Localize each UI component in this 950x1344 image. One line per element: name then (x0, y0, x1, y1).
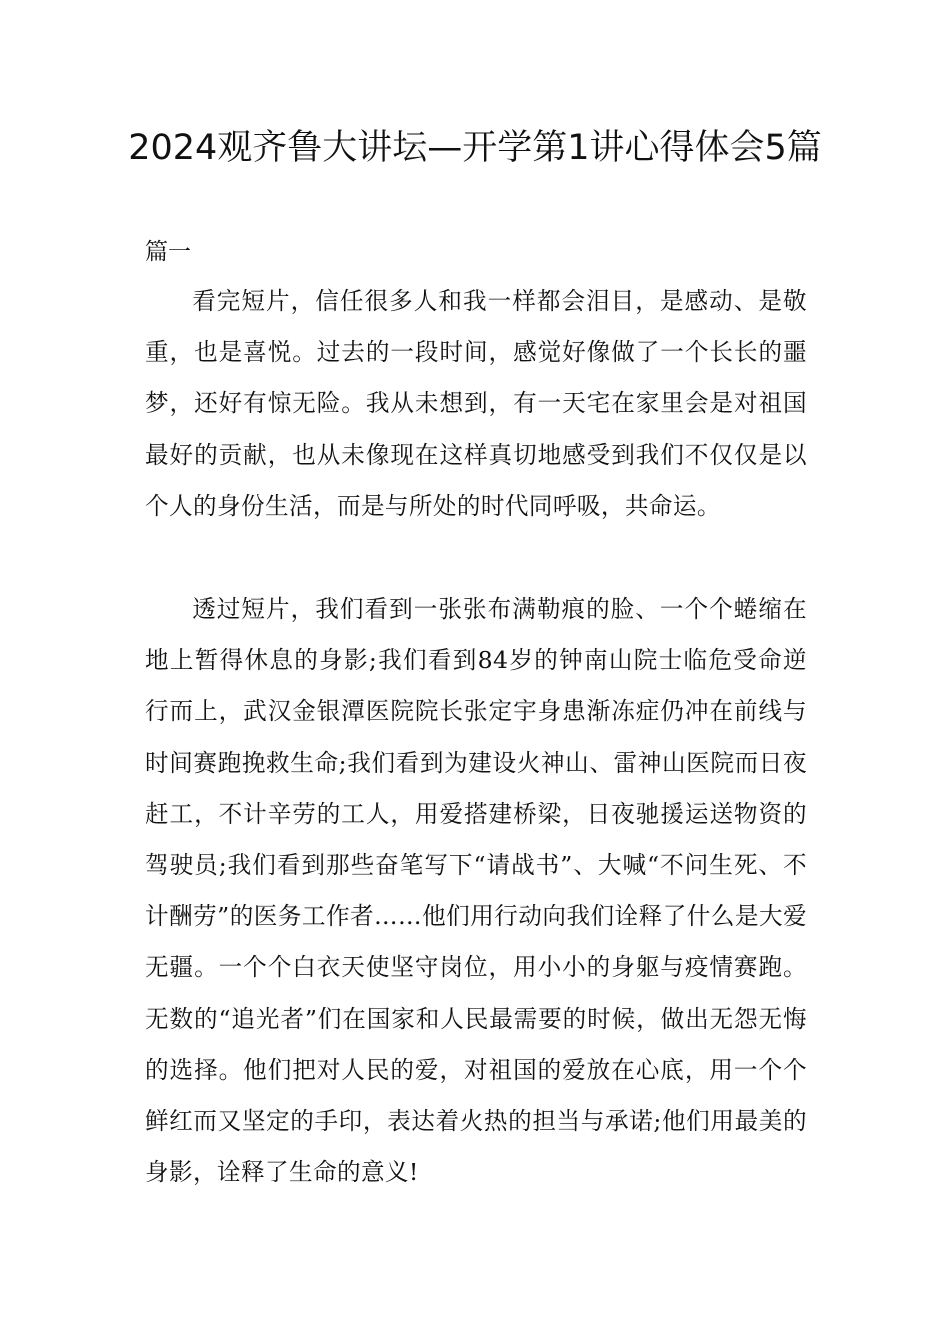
document-title: 2024观齐鲁大讲坛—开学第1讲心得体会5篇 (128, 128, 822, 168)
paragraph-1: 看完短片，信任很多人和我一样都会泪目，是感动、是敬重，也是喜悦。过去的一段时间，感觉好像做了一个长长的噩梦，还好有惊无险。我从未想到，有一天宅在家里会是对祖国最好的贡献，也从未像现在这样真切地感受到我们不仅仅是以个人的身份生活，而是与所处的时代同呼吸，共命运。 (145, 287, 807, 520)
section-label: 篇一 (145, 239, 191, 265)
paragraph-2: 透过短片，我们看到一张张布满勒痕的脸、一个个蜷缩在地上暂得休息的身影;我们看到84岁的钟南山院士临危受命逆行而上，武汉金银潭医院院长张定宇身患渐冻症仍冲在前线与时间赛跑挽救生命;我们看到为建设火神山、雷神山医院而日夜赶工，不计辛劳的工人，用爱搭建桥梁，日夜驰援运送物资的驾驶员;我们看到那些奋笔写下“请战书”、大喊“不问生死、不计酬劳”的医务工作者……他们用行动向我们诠释了什么是大爱无疆。一个个白衣天使坚守岗位，用小小的身躯与疫情赛跑。无数的“追光者”们在国家和人民最需要的时候，做出无怨无悔的选择。他们把对人民的爱，对祖国的爱放在心底，用一个个鲜红而又坚定的手印，表达着火热的担当与承诺;他们用最美的身影，诠释了生命的意义! (145, 595, 807, 1187)
